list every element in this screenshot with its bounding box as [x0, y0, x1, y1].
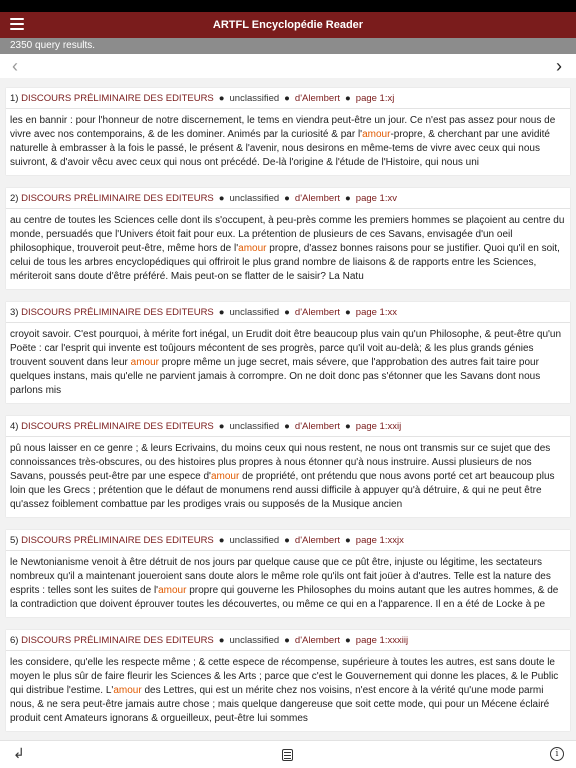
bullet-separator: ●	[218, 93, 225, 104]
bullet-separator: ●	[284, 93, 290, 104]
result-card[interactable]	[6, 630, 570, 731]
status-bar	[0, 0, 576, 12]
result-author-link[interactable]: d'Alembert	[294, 93, 341, 104]
bullet-separator: ●	[284, 307, 290, 318]
result-snippet: le Newtonianisme venoit à être détruit de nos jours par quelque cause que ce pût être, injuste ou légitime, les sectateurs nombreux qu'il a maintenant joueroient sans doute alors le même role qu'ils ont fait joüer à d'autres. Telle est la nature des esprits : telles sont les suites de l'amour propre qui gouverne les Philosophes du moins autant que les autres hommes, & de la contradiction que doivent éprouver toutes les découvertes, ou même ce qui en a l'apparence. Il en a été de Locke à pe	[10, 557, 559, 610]
result-classification: unclassified	[229, 307, 280, 318]
result-snippet: pû nous laisser en ce genre ; & leurs Ecrivains, du moins ceux qui nous restent, ne nous ont transmis sur ce sujet que des connoissances très-obscures, ou des histoires plus propres à nous étonner qu'à nous instruire. Aussi plusieurs de nos Savans, poussés peut-être par une espece d'amour de propriété, ont prétendu que nous avons porté cet art beaucoup plus loin que les Grecs ; prétention que le défaut de monumens rend aussi difficile à appuyer qu'à détruire, & qui ne peut être qu'assez foiblement combattue par les prodiges vrais ou supposés de la Musique ancien	[10, 443, 555, 510]
pager	[0, 54, 576, 78]
bullet-separator: ●	[218, 307, 225, 318]
hamburger-menu-icon[interactable]	[10, 18, 24, 32]
bullet-separator: ●	[284, 635, 290, 646]
result-card[interactable]	[6, 530, 570, 617]
result-page-link[interactable]: page 1:xx	[355, 307, 397, 318]
result-card[interactable]	[6, 188, 570, 289]
bullet-separator: ●	[284, 535, 290, 546]
search-hit-highlight: amour	[362, 129, 391, 140]
bullet-separator: ●	[345, 93, 351, 104]
result-snippet: au centre de toutes les Sciences celle dont ils s'occupent, à peu-près comme les premiers hommes se plaçoient au centre du monde, persuadés que l'Univers étoit fait pour eux. La prétention de plusieurs de ces Savans, envisagée d'un oeil philosophique, trouveroit peut-être, même hors de l'amour propre, d'assez bonnes raisons pour se justifier. Quoi qu'il en soit, celui de tous les arbres encyclopédiques qui offriroit le plus grand nombre de liaisons & de rapports entre les Sciences, mériteroit sans doute d'être préféré. Mais peut-on se flatter de le saisir? La Natu	[10, 215, 565, 282]
result-document-link[interactable]: DISCOURS PRÉLIMINAIRE DES EDITEURS	[21, 307, 214, 318]
bullet-separator: ●	[345, 307, 351, 318]
result-card[interactable]	[6, 416, 570, 517]
previous-page-chevron-icon[interactable]: ‹	[12, 56, 18, 76]
result-document-link[interactable]: DISCOURS PRÉLIMINAIRE DES EDITEURS	[21, 193, 214, 204]
result-document-link[interactable]: DISCOURS PRÉLIMINAIRE DES EDITEURS	[21, 93, 214, 104]
result-document-link[interactable]: DISCOURS PRÉLIMINAIRE DES EDITEURS	[21, 421, 214, 432]
return-arrow-icon[interactable]: ↲	[13, 745, 25, 761]
nav-bar	[0, 12, 576, 38]
result-snippet: les considere, qu'elle les respecte même ; & cette espece de récompense, supérieure à toutes les autres, est sans doute le moyen le plus sûr de faire fleurir les Sciences & les Arts ; parce que c'est le Gouvernement qui donne les places, & le Public qui distribue l'estime. L'amour des Lettres, qui est un mérite chez nos voisins, n'est encore à la vérité qu'une mode parmi nous, & ne sera peut-être jamais autre chose ; mais quelque dangereuse que soit cette mode, qui pour un Mécene éclairé produit cent Amateurs ignorans & orgueilleux, peut-être lui sommes	[10, 657, 559, 724]
search-hit-highlight: amour	[238, 243, 267, 254]
result-page-link[interactable]: page 1:xv	[355, 193, 397, 204]
result-header	[6, 88, 570, 109]
bullet-separator: ●	[284, 193, 290, 204]
bullet-separator: ●	[345, 635, 351, 646]
result-number: 4)	[10, 421, 19, 432]
result-page-link[interactable]: page 1:xxxiij	[355, 635, 409, 646]
document-icon[interactable]	[282, 749, 293, 761]
bottom-toolbar	[0, 740, 576, 768]
result-card[interactable]	[6, 302, 570, 403]
result-document-link[interactable]: DISCOURS PRÉLIMINAIRE DES EDITEURS	[21, 535, 214, 546]
result-classification: unclassified	[229, 421, 280, 432]
bullet-separator: ●	[345, 535, 351, 546]
result-classification: unclassified	[229, 93, 280, 104]
bullet-separator: ●	[218, 535, 225, 546]
results-list	[0, 78, 576, 731]
bullet-separator: ●	[345, 193, 351, 204]
result-classification: unclassified	[229, 635, 280, 646]
info-icon[interactable]: i	[550, 747, 564, 761]
bullet-separator: ●	[218, 635, 225, 646]
result-page-link[interactable]: page 1:xxjx	[355, 535, 404, 546]
result-author-link[interactable]: d'Alembert	[294, 193, 341, 204]
result-header	[6, 530, 570, 551]
result-card[interactable]	[6, 88, 570, 175]
search-hit-highlight: amour	[113, 685, 142, 696]
result-author-link[interactable]: d'Alembert	[294, 421, 341, 432]
result-classification: unclassified	[229, 535, 280, 546]
result-document-link[interactable]: DISCOURS PRÉLIMINAIRE DES EDITEURS	[21, 635, 214, 646]
result-number: 2)	[10, 193, 19, 204]
result-author-link[interactable]: d'Alembert	[294, 635, 341, 646]
result-page-link[interactable]: page 1:xxij	[355, 421, 402, 432]
result-classification: unclassified	[229, 193, 280, 204]
next-page-chevron-icon[interactable]: ›	[556, 56, 562, 76]
result-header	[6, 416, 570, 437]
result-author-link[interactable]: d'Alembert	[294, 535, 341, 546]
result-snippet: croyoit savoir. C'est pourquoi, à mérite fort inégal, un Erudit doit être beaucoup plus vain qu'un Philosophe, & peut-être qu'un Poëte : car l'esprit qui invente est toûjours mécontent de ses progrès, parce qu'il voit au-delà; & les plus grands génies trouvent souvent dans leur amour propre même un juge secret, mais sévere, que l'approbation des autres fait taire pour quelques instans, mais qu'elle ne parvient jamais à corrompre. On ne doit donc pas s'étonner que les Savans dont nous parlons mis	[10, 329, 562, 396]
app-title: ARTFL Encyclopédie Reader	[212, 19, 364, 31]
result-number: 6)	[10, 635, 19, 646]
result-snippet: les en bannir : pour l'honneur de notre discernement, le tems en viendra peut-être un jour. Ce n'est pas assez pour nous de vivre avec nos contemporains, & de les dominer. Animés par la curiosité & par l'amour-propre, & cherchant par une avidité naturelle à embrasser à la fois le passé, le présent & l'avenir, nous desirons en même-tems de vivre avec ceux qui nous suivront, & d'avoir vêcu avec ceux qui nous ont précédé. De-là l'origine & l'étude de l'Histoire, qui nous uni	[10, 115, 556, 168]
bullet-separator: ●	[218, 421, 225, 432]
result-author-link[interactable]: d'Alembert	[294, 307, 341, 318]
search-hit-highlight: amour	[130, 357, 159, 368]
bullet-separator: ●	[345, 421, 351, 432]
result-page-link[interactable]: page 1:xj	[355, 93, 395, 104]
result-number: 1)	[10, 93, 19, 104]
result-number: 5)	[10, 535, 19, 546]
search-hit-highlight: amour	[210, 471, 240, 482]
search-hit-highlight: amour	[158, 585, 187, 596]
result-count: 2350 query results.	[0, 38, 576, 54]
result-header	[6, 188, 570, 209]
bullet-separator: ●	[218, 193, 225, 204]
result-header	[6, 302, 570, 323]
result-number: 3)	[10, 307, 19, 318]
bullet-separator: ●	[284, 421, 290, 432]
result-header	[6, 630, 570, 651]
